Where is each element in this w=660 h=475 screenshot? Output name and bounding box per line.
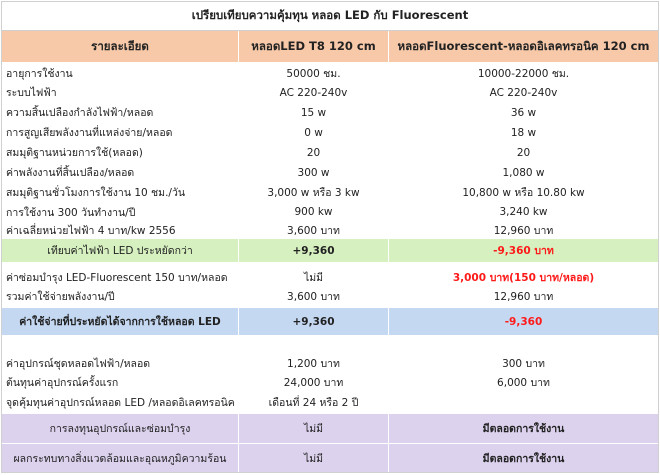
- fluorescent-value: 36 w: [388, 103, 658, 122]
- investment-fluorescent-value: มีตลอดการใช้งาน: [388, 414, 658, 443]
- row-label: การใช้งาน 300 วันทำงาน/ปี: [6, 206, 136, 219]
- row-label: อายุการใช้งาน: [6, 67, 73, 80]
- environment-row: [2, 444, 658, 472]
- led-value: 50000 ชม.: [238, 64, 388, 82]
- row-label: สมมุติฐานหน่วยการใช้(หลอด): [6, 147, 143, 159]
- savings-row: [2, 239, 658, 262]
- fluorescent-value: [388, 393, 658, 411]
- header-fluorescent: หลอดFluorescent-หลอดอิเลคทรอนิค 120 cm: [388, 31, 658, 62]
- fluorescent-value: AC 220-240v: [388, 83, 658, 102]
- row-label: จุดคุ้มทุนค่าอุปกรณ์หลอด LED /หลอดอิเลคทรอนิค: [6, 396, 235, 409]
- cost-saving-led-value: +9,360: [238, 308, 388, 335]
- led-value: 20: [238, 143, 388, 162]
- fluorescent-value: 3,000 บาท(150 บาท/หลอด): [388, 268, 658, 286]
- row-label: ค่าพลังงานที่สิ้นเปลือง/หลอด: [6, 167, 135, 179]
- comparison-table: [1, 1, 659, 473]
- table-row: [2, 203, 658, 221]
- led-value: ไม่มี: [238, 268, 388, 286]
- fluorescent-value: 12,960 บาท: [388, 287, 658, 305]
- table-row: [2, 123, 658, 142]
- row-label: สมมุติฐานชั่วโมงการใช้งาน 10 ชม./วัน: [6, 187, 186, 199]
- cost-saving-label: ค่าใช้จ่ายที่ประหยัดได้จากการใช้หลอด LED: [19, 316, 221, 328]
- fluorescent-value: 10,800 w หรือ 10.80 kw: [388, 183, 658, 202]
- table-row: [2, 287, 658, 305]
- led-value: 900 kw: [238, 203, 388, 221]
- row-label: รวมค่าใช้จ่ายพลังงาน/ปี: [6, 290, 115, 303]
- fluorescent-value: 10000-22000 ชม.: [388, 64, 658, 82]
- table-row: [2, 64, 658, 82]
- led-value: 15 w: [238, 103, 388, 122]
- table-row: [2, 183, 658, 202]
- fluorescent-value: 300 บาท: [388, 354, 658, 372]
- investment-label: การลงทุนอุปกรณ์และซ่อมบำรุง: [49, 423, 191, 435]
- environment-label: ผลกระทบทางสิ่งแวดล้อมและอุณหภูมิความร้อน: [13, 452, 227, 465]
- cost-saving-row: [2, 308, 658, 335]
- table-title: [2, 2, 658, 31]
- led-value: 1,200 บาท: [238, 354, 388, 372]
- fluorescent-value: 18 w: [388, 123, 658, 142]
- row-label: ความสิ้นเปลืองกำลังไฟฟ้า/หลอด: [6, 107, 154, 119]
- fluorescent-value: 3,240 kw: [388, 203, 658, 221]
- fluorescent-value: 1,080 w: [388, 163, 658, 182]
- led-value: AC 220-240v: [238, 83, 388, 102]
- led-value: 3,600 บาท: [238, 287, 388, 305]
- savings-led-value: +9,360: [238, 239, 388, 262]
- row-label: ค่าเฉลี่ยหน่วยไฟฟ้า 4 บาท/kw 2556: [6, 224, 176, 237]
- row-label: การสูญเสียพลังงานที่แหล่งจ่าย/หลอด: [6, 127, 173, 139]
- fluorescent-value: 6,000 บาท: [388, 373, 658, 392]
- led-value: เดือนที่ 24 หรือ 2 ปี: [238, 393, 388, 411]
- fluorescent-value: 12,960 บาท: [388, 222, 658, 238]
- led-value: 300 w: [238, 163, 388, 182]
- row-label: ค่าอุปกรณ์ชุดหลอดไฟฟ้า/หลอด: [6, 357, 151, 370]
- table-row: [2, 354, 658, 372]
- investment-row: [2, 414, 658, 443]
- header-led: หลอดLED T8 120 cm: [238, 31, 388, 62]
- led-value: 3,600 บาท: [238, 222, 388, 238]
- table-row: [2, 393, 658, 411]
- led-value: 24,000 บาท: [238, 373, 388, 392]
- savings-label: เทียบค่าไฟฟ้า LED ประหยัดกว่า: [47, 245, 193, 257]
- header-row: [2, 31, 658, 62]
- table-row: [2, 163, 658, 182]
- row-label: ต้นทุนค่าอุปกรณ์ครั้งแรก: [6, 377, 119, 389]
- fluorescent-value: 20: [388, 143, 658, 162]
- row-label: ระบบไฟฟ้า: [6, 87, 57, 99]
- header-detail: รายละเอียด: [91, 38, 149, 53]
- savings-fluorescent-value: -9,360 บาท: [388, 239, 658, 262]
- led-value: 0 w: [238, 123, 388, 142]
- table-title-text: เปรียบเทียบความคุ้มทุน หลอด LED กับ Fluorescent: [191, 8, 469, 22]
- environment-fluorescent-value: มีตลอดการใช้งาน: [388, 444, 658, 472]
- table-row: [2, 103, 658, 122]
- row-label: ค่าซ่อมบำรุง LED-Fluorescent 150 บาท/หลอด: [6, 271, 228, 284]
- table-row: [2, 268, 658, 286]
- environment-led-value: ไม่มี: [238, 444, 388, 472]
- table-row: [2, 222, 658, 238]
- cost-saving-fluorescent-value: -9,360: [388, 308, 658, 335]
- table-row: [2, 83, 658, 102]
- table-row: [2, 373, 658, 392]
- led-value: 3,000 w หรือ 3 kw: [238, 183, 388, 202]
- table-row: [2, 143, 658, 162]
- investment-led-value: ไม่มี: [238, 414, 388, 443]
